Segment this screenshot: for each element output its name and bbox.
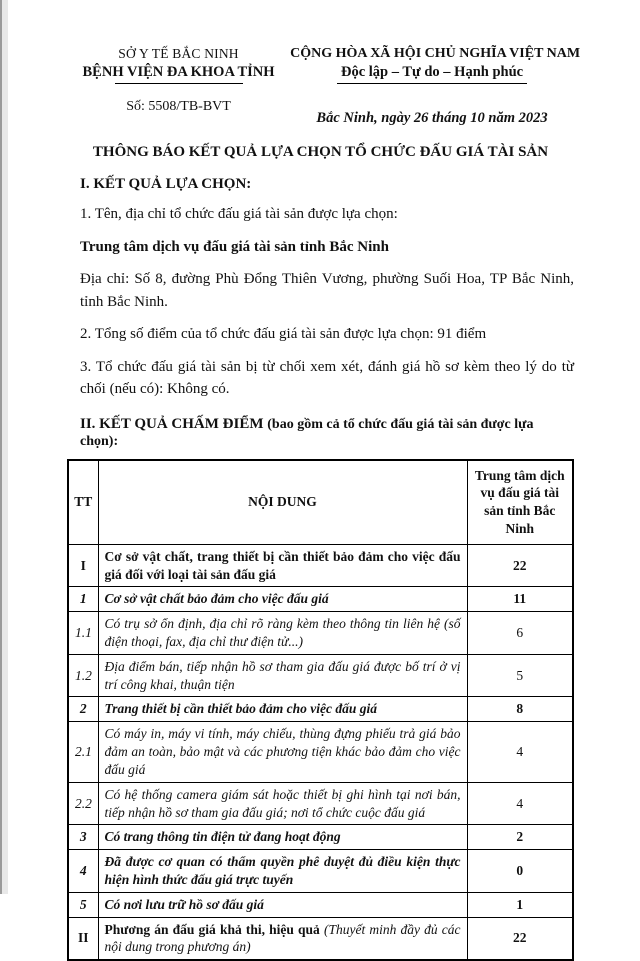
row-score: 6 — [467, 612, 573, 655]
row-content: Trang thiết bị cần thiết bảo đảm cho việc đấu giá — [98, 697, 467, 722]
document-title: THÔNG BÁO KẾT QUẢ LỰA CHỌN TỔ CHỨC ĐẤU GIÁ TÀI SẢN — [67, 144, 574, 161]
row-tt: II — [68, 917, 98, 960]
row-tt: 1 — [68, 587, 98, 612]
row-score: 22 — [467, 544, 573, 587]
national-block — [290, 46, 574, 127]
table-row — [68, 722, 573, 782]
table-row — [68, 587, 573, 612]
place-date-line: Bắc Ninh, ngày 26 tháng 10 năm 2023 — [290, 110, 574, 127]
column-header-tt: TT — [68, 460, 98, 545]
column-header-organization: Trung tâm dịch vụ đấu giá tài sản tỉnh Bắc Ninh — [467, 460, 573, 545]
section-2-heading-note: (bao gồm cả tổ chức đấu giá tài sản được lựa chọn): — [80, 417, 534, 449]
table-header-row — [68, 460, 573, 545]
row-score: 22 — [467, 917, 573, 960]
row-content: Địa điểm bán, tiếp nhận hồ sơ tham gia đấu giá được bố trí ở vị trí công khai, thuận tiện — [98, 654, 467, 697]
document-number: Số: 5508/TB-BVT — [67, 99, 290, 115]
row-tt: I — [68, 544, 98, 587]
row-tt: 2.1 — [68, 722, 98, 782]
row-tt: 3 — [68, 825, 98, 850]
row-tt: 5 — [68, 892, 98, 917]
row-content: Cơ sở vật chất bảo đảm cho việc đấu giá — [98, 587, 467, 612]
table-row — [68, 892, 573, 917]
issuer-organization: BỆNH VIỆN ĐA KHOA TỈNH — [67, 64, 290, 81]
row-content-main: Phương án đấu giá khả thi, hiệu quả — [105, 922, 324, 937]
national-name: CỘNG HÒA XÃ HỘI CHỦ NGHĨA VIỆT NAM — [290, 46, 574, 62]
row-tt: 1.2 — [68, 654, 98, 697]
score-table — [67, 459, 574, 961]
document-header — [67, 46, 574, 127]
row-content: Có nơi lưu trữ hồ sơ đấu giá — [98, 892, 467, 917]
issuer-block — [67, 46, 290, 127]
table-row — [68, 544, 573, 587]
row-content: Có máy in, máy vi tính, máy chiếu, thùng đựng phiếu trả giá bảo đảm an toàn, bảo mật và các phương tiện khác bảo đảm cho việc đấu giá — [98, 722, 467, 782]
table-row — [68, 612, 573, 655]
document-content — [67, 46, 574, 961]
section-1-heading: I. KẾT QUẢ LỰA CHỌN: — [80, 176, 574, 193]
row-score: 1 — [467, 892, 573, 917]
row-content: Đã được cơ quan có thẩm quyền phê duyệt đủ điều kiện thực hiện hình thức đấu giá trực tuyến — [98, 850, 467, 893]
national-motto: Độc lập – Tự do – Hạnh phúc — [337, 64, 527, 84]
row-content: Có hệ thống camera giám sát hoặc thiết bị ghi hình tại nơi bán, tiếp nhận hồ sơ tham gia đấu giá; nơi tổ chức cuộc đấu giá — [98, 782, 467, 825]
table-row — [68, 782, 573, 825]
table-row — [68, 654, 573, 697]
row-tt: 2.2 — [68, 782, 98, 825]
row-content — [98, 917, 467, 960]
row-score: 2 — [467, 825, 573, 850]
table-row — [68, 850, 573, 893]
row-score: 4 — [467, 722, 573, 782]
row-tt: 4 — [68, 850, 98, 893]
section-1-item-1: 1. Tên, địa chỉ tổ chức đấu giá tài sản được lựa chọn: — [80, 203, 574, 226]
row-score: 0 — [467, 850, 573, 893]
document-body — [67, 176, 574, 450]
section-1-item-2: 2. Tổng số điểm của tổ chức đấu giá tài sản được lựa chọn: 91 điểm — [80, 323, 574, 346]
table-row — [68, 825, 573, 850]
selected-organization-address: Địa chỉ: Số 8, đường Phù Đổng Thiên Vương, phường Suối Hoa, TP Bắc Ninh, tỉnh Bắc Ninh. — [80, 268, 574, 313]
row-tt: 2 — [68, 697, 98, 722]
issuer-underline — [115, 83, 243, 84]
row-content: Có trụ sở ổn định, địa chỉ rõ ràng kèm theo thông tin liên hệ (số điện thoại, fax, địa chỉ thư điện tử...) — [98, 612, 467, 655]
row-tt: 1.1 — [68, 612, 98, 655]
row-score: 11 — [467, 587, 573, 612]
row-score: 8 — [467, 697, 573, 722]
row-score: 4 — [467, 782, 573, 825]
table-row — [68, 697, 573, 722]
scan-edge-strip — [0, 0, 8, 894]
row-content-note: (Thuyết minh đầy đủ các nội dung trong phương án) — [105, 922, 461, 955]
section-2-heading-main: II. KẾT QUẢ CHẤM ĐIỂM — [80, 416, 264, 432]
section-1-item-3: 3. Tổ chức đấu giá tài sản bị từ chối xem xét, đánh giá hồ sơ kèm theo lý do từ chối (nếu có): Không có. — [80, 356, 574, 401]
table-row — [68, 917, 573, 960]
selected-organization-name: Trung tâm dịch vụ đấu giá tài sản tỉnh Bắc Ninh — [80, 236, 574, 259]
row-content: Có trang thông tin điện tử đang hoạt động — [98, 825, 467, 850]
column-header-content: NỘI DUNG — [98, 460, 467, 545]
section-2-heading — [80, 416, 574, 450]
row-score: 5 — [467, 654, 573, 697]
row-content: Cơ sở vật chất, trang thiết bị cần thiết bảo đảm cho việc đấu giá đối với loại tài sản đấu giá — [98, 544, 467, 587]
issuer-department: SỞ Y TẾ BẮC NINH — [67, 46, 290, 62]
